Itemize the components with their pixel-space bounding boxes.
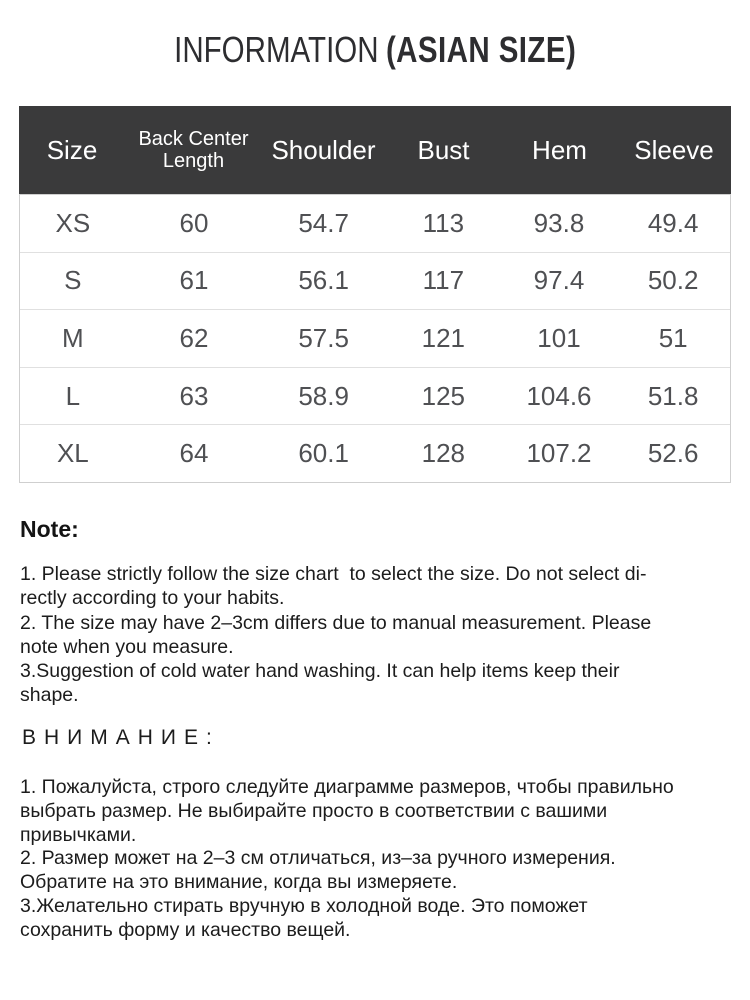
value-cell: 125	[421, 380, 465, 411]
page-title-text	[174, 24, 576, 76]
table-row	[20, 309, 730, 367]
attention-line: 1. Пожалуйста, строго следуйте диаграмме размеров, чтобы правильно	[20, 776, 674, 798]
value-cell: 60.1	[298, 438, 349, 469]
value-cell: 101	[537, 322, 581, 353]
size-chart-table	[19, 106, 731, 483]
value-cell: 51	[658, 322, 688, 353]
value-cell: 52.6	[647, 438, 699, 469]
header-cell: Size	[46, 134, 98, 165]
value-cell: 49.4	[647, 207, 699, 238]
note-heading: Note:	[20, 516, 79, 542]
attention-line: Обратите на это внимание, когда вы измеряете.	[20, 871, 458, 894]
header-cell: Bust	[417, 134, 470, 165]
value-cell: 128	[421, 438, 465, 469]
attention-line: 2. Размер может на 2–3 см отличаться, из–за ручного измерения.	[20, 847, 616, 870]
table-body	[19, 194, 731, 483]
value-cell: 56.1	[298, 265, 349, 296]
header-cell: Back Center Length	[138, 128, 249, 172]
table-header-row	[19, 106, 731, 194]
value-cell: 63	[179, 380, 209, 411]
note-text	[20, 562, 651, 708]
size-cell: L	[65, 380, 81, 411]
table-row	[20, 252, 730, 310]
value-cell: 64	[179, 438, 209, 469]
header-cell: Shoulder	[271, 134, 376, 165]
attention-heading: ВНИМАНИЕ:	[22, 726, 220, 749]
size-cell: XL	[56, 438, 89, 469]
attention-line: привычками.	[20, 823, 137, 846]
table-row	[20, 195, 730, 252]
note-line: note when you measure.	[20, 635, 234, 658]
header-cell: Hem	[532, 134, 587, 165]
attention-line: 3.Желательно стирать вручную в холодной воде. Это поможет	[20, 894, 588, 917]
attention-line: выбрать размер. Не выбирайте просто в соответствии с вашими	[20, 799, 608, 822]
value-cell: 54.7	[298, 207, 349, 238]
table-row	[20, 367, 730, 425]
value-cell: 62	[179, 322, 209, 353]
note-line: 2. The size may have 2–3cm differs due to manual measurement. Please	[20, 611, 652, 634]
value-cell: 113	[422, 207, 465, 238]
table-row	[20, 424, 730, 482]
value-cell: 107.2	[526, 438, 592, 469]
header-cell: Sleeve	[634, 134, 714, 165]
value-cell: 93.8	[533, 207, 585, 238]
note-line: shape.	[20, 684, 79, 707]
value-cell: 97.4	[533, 265, 585, 296]
attention-text	[20, 776, 674, 943]
title-bold: (ASIAN SIZE)	[385, 29, 577, 70]
value-cell: 117	[422, 265, 465, 296]
value-cell: 50.2	[647, 265, 699, 296]
attention-line: сохранить форму и качество вещей.	[20, 918, 351, 941]
size-cell: S	[64, 265, 82, 296]
value-cell: 51.8	[647, 380, 699, 411]
note-line: 1. Please strictly follow the size chart to select the size. Do not select di-	[20, 563, 647, 585]
value-cell: 104.6	[526, 380, 592, 411]
value-cell: 61	[179, 265, 209, 296]
note-line: 3.Suggestion of cold water hand washing. It can help items keep their	[20, 660, 620, 683]
value-cell: 121	[421, 322, 465, 353]
title-regular: INFORMATION	[173, 29, 379, 70]
size-cell: M	[62, 322, 84, 353]
size-cell: XS	[55, 207, 91, 238]
value-cell: 57.5	[298, 322, 349, 353]
value-cell: 58.9	[298, 380, 349, 411]
note-line: rectly according to your habits.	[20, 587, 285, 610]
value-cell: 60	[179, 207, 209, 238]
page-title	[0, 24, 750, 84]
